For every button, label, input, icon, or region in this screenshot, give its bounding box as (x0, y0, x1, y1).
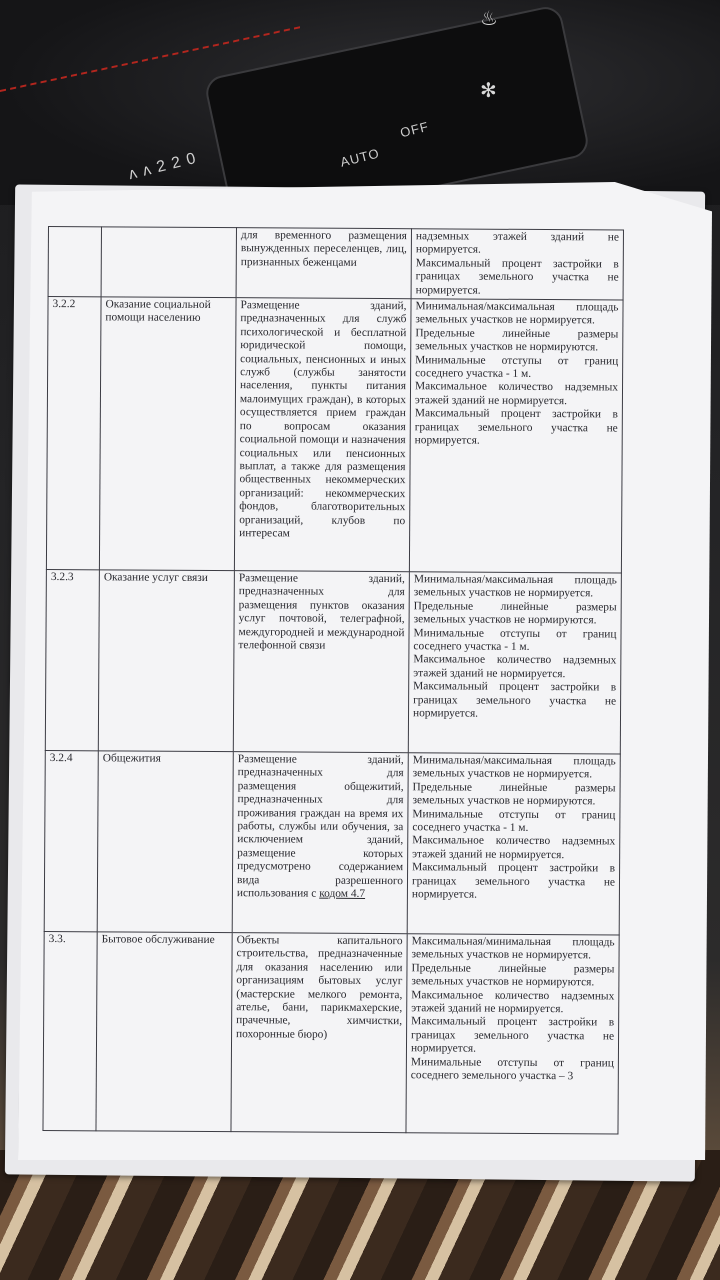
table-row (43, 932, 619, 1135)
car-dashboard (0, 0, 720, 205)
dash-gauge-label: ᴧ ᴧ 2 2 0 (126, 149, 199, 184)
row-name: Оказание социальной помощи населению (99, 297, 236, 571)
param-line: Минимальные отступы от границ соседнего участка - 1 м. (415, 353, 619, 381)
row-code: 3.2.4 (44, 751, 98, 932)
table-row (45, 570, 621, 755)
param-line: Минимальная/максимальная площадь земельных участков не нормируется. (413, 573, 617, 600)
param-line: Максимальный процент застройки в границах земельного участка не нормируется. (414, 407, 618, 447)
row-code: 3.2.3 (45, 570, 99, 751)
param-line: Предельные линейные размеры земельных участков не нормируются. (415, 327, 619, 354)
param-line: Минимальная/максимальная площадь земельных участков не нормируется. (412, 754, 616, 781)
param-line: Максимальная/минимальная площадь земельных участков не нормируется. (411, 935, 615, 962)
seat-heat-icon: ♨ (480, 8, 498, 30)
row-params (408, 572, 621, 754)
param-line: Максимальное количество надземных этажей зданий не нормируется. (412, 834, 616, 862)
param-line: Предельные линейные размеры земельных участков не нормируются. (412, 781, 616, 808)
row-params (407, 753, 620, 935)
row-code (48, 227, 101, 297)
row-description: Объекты капитального строительства, предназначенные для оказания населению или организациям бытовых услуг (мастерские мелкого ремонта, ателье, бани, парикмахерские, прачечные, химчистки, похоронные бюро) (231, 933, 407, 1133)
row-name: Бытовое обслуживание (96, 932, 232, 1132)
row-name: Оказание услуг связи (98, 570, 234, 752)
param-line: Минимальные отступы от границ соседнего участка - 1 м. (412, 807, 616, 835)
param-line: надземных этажей зданий не нормируется. (415, 230, 619, 257)
row-description: для временного размещения вынужденных переселенцев, лиц, признанных беженцами (236, 228, 411, 299)
dash-auto-label: AUTO (338, 145, 382, 170)
row-params (409, 299, 623, 573)
row-description (232, 752, 408, 934)
param-line: Максимальный процент застройки в границах земельного участка не нормируется. (412, 680, 617, 720)
fan-icon: ✻ (480, 80, 497, 102)
param-line: Максимальный процент застройки в границах земельного участка не нормируется. (415, 257, 619, 297)
row-name (101, 227, 236, 298)
table-row (48, 227, 623, 301)
row-params (411, 229, 623, 300)
param-line: Предельные линейные размеры земельных участков не нормируются. (413, 600, 617, 627)
param-line: Минимальные отступы от границ соседнего участка - 1 м. (413, 626, 617, 654)
param-line: Максимальное количество надземных этажей зданий не нормируется. (413, 653, 617, 681)
description-text: Размещение зданий, предназначенных для размещения общежитий, предназначенных для проживания граждан на время их работы, службы или обучения, за исключением зданий, размещение которых предусмотрено содержанием вида разрешенного использования с (236, 753, 404, 900)
table-row (46, 297, 623, 574)
row-code: 3.3. (43, 932, 97, 1131)
table-row (44, 751, 620, 936)
row-description: Размещение зданий, предназначенных для служб психологической и бесплатной юридической помощи, социальных, пенсионных и иных служб (службы занятости населения, пункты питания малоимущих граждан), в которых осуществляется прием граждан по вопросам оказания социальной помощи и назначения социальных или пенсионных выплат, а также для размещения общественных некоммерческих организаций: некоммерческих фондов, благотворительных организаций, клубов по интересам (234, 298, 411, 572)
param-line: Предельные линейные размеры земельных участков не нормируются. (411, 962, 615, 989)
param-line: Максимальный процент застройки в границах земельного участка не нормируется. (410, 1015, 615, 1055)
param-line: Минимальная/максимальная площадь земельных участков не нормируется. (415, 300, 619, 327)
row-description: Размещение зданий, предназначенных для размещения пунктов оказания услуг почтовой, телеграфной, междугородней и международной телефонной связи (233, 571, 409, 753)
dash-off-label: OFF (398, 118, 431, 141)
zoning-table (42, 226, 624, 1135)
param-line: Максимальное количество надземных этажей зданий не нормируется. (414, 380, 619, 408)
row-code: 3.2.2 (46, 297, 101, 570)
row-params (406, 934, 619, 1134)
param-line: Минимальные отступы от границ соседнего земельного участка – 3 (410, 1055, 614, 1083)
row-name: Общежития (97, 751, 233, 933)
param-line: Максимальное количество надземных этажей зданий не нормируется. (411, 988, 615, 1016)
code-link[interactable]: кодом 4.7 (319, 887, 366, 901)
param-line: Максимальный процент застройки в границах земельного участка не нормируется. (411, 861, 616, 901)
